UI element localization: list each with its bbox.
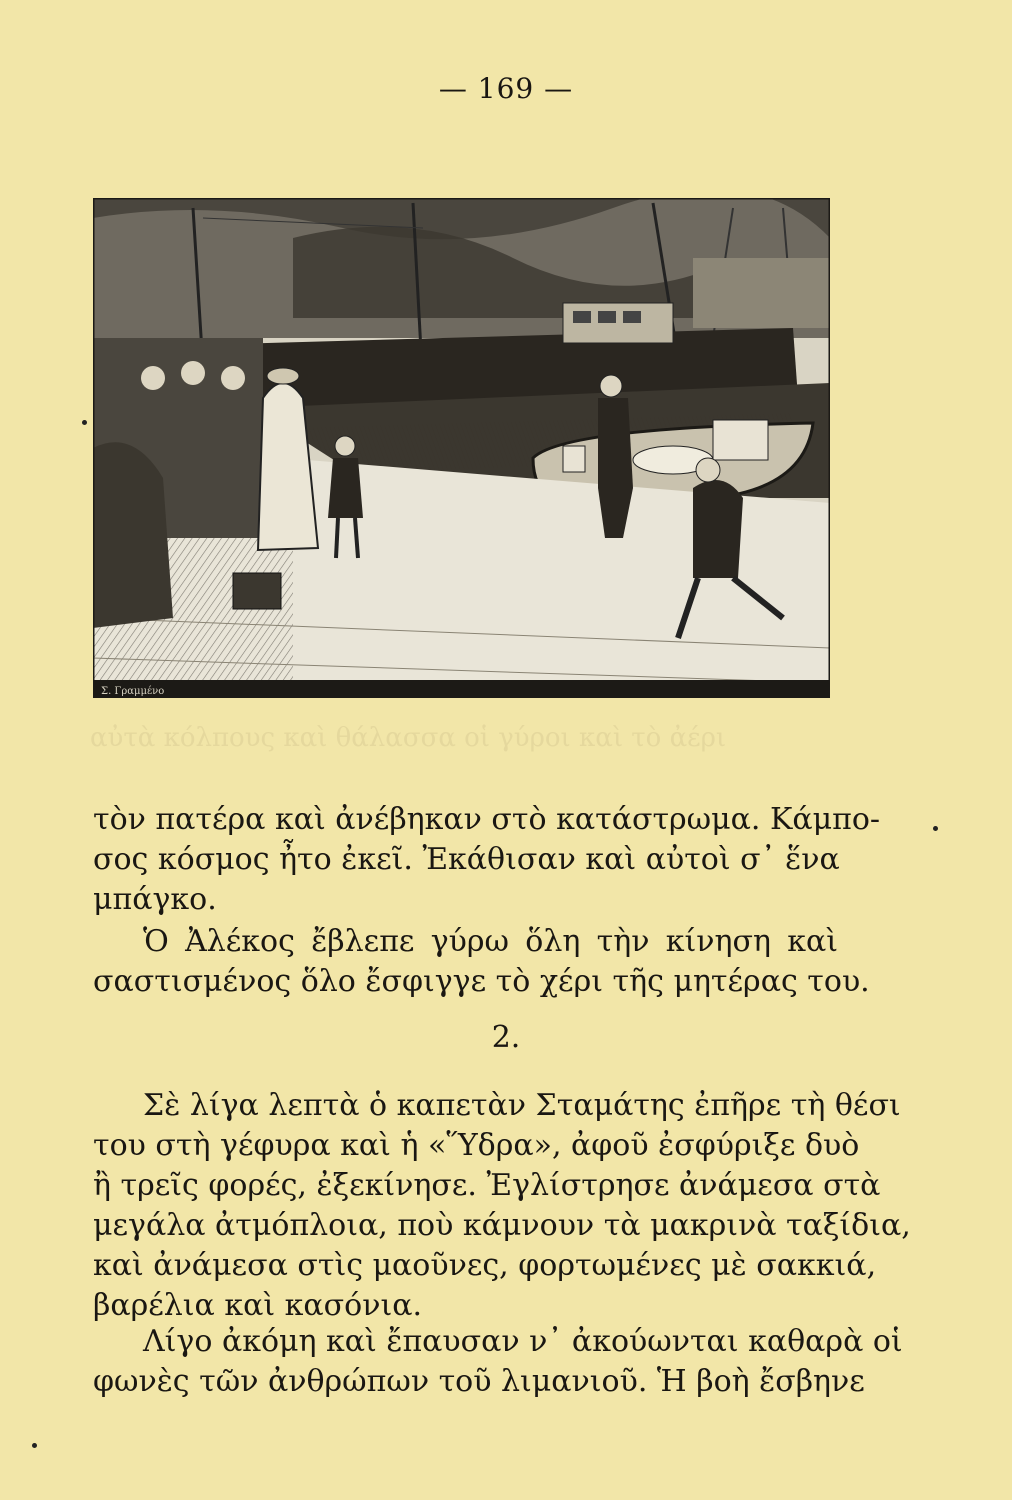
section-number: 2. [491, 1020, 521, 1055]
text-line: μεγάλα ἀτμόπλοια, ποὺ κάμνουν τὰ μακρινὰ ταξίδια, [93, 1208, 911, 1243]
text-line: Λίγο ἀκόμη καὶ ἔπαυσαν ν᾽ ἀκούωνται καθαρὰ οἱ [143, 1324, 903, 1359]
text-line: φωνὲς τῶν ἀνθρώπων τοῦ λιμανιοῦ. Ἡ βοὴ ἔσβηνε [93, 1364, 865, 1399]
text-line: σος κόσμος ἦτο ἐκεῖ. Ἐκάθισαν καὶ αὐτοὶ σ᾽ ἕνα [93, 842, 840, 877]
paragraph-1 [93, 800, 881, 920]
text-line: Σὲ λίγα λεπτὰ ὁ καπετὰν Σταμάτης ἐπῆρε τὴ θέσι [143, 1088, 901, 1123]
illustration-signature: Σ. Γραμμένο [101, 686, 165, 697]
text-line: σαστισμένος ὅλο ἔσφιγγε τὸ χέρι τῆς μητέρας του. [93, 964, 870, 999]
margin-mark [82, 420, 87, 425]
text-line: τὸν πατέρα καὶ ἀνέβηκαν στὸ κατάστρωμα. Κάμπο- [93, 802, 881, 837]
page-number: — 169 — [438, 72, 574, 105]
paragraph-3 [93, 1086, 911, 1326]
text-line: του στὴ γέφυρα καὶ ἡ «Ὕδρα», ἀφοῦ ἐσφύριξε δυὸ [93, 1128, 860, 1163]
bleed-through-text: αὐτὰ κόλπους καὶ θάλασσα οἱ γύροι καὶ τὸ ἀέρι [90, 723, 727, 753]
paragraph-4 [93, 1322, 903, 1402]
text-line: βαρέλια καὶ κασόνια. [93, 1288, 423, 1323]
margin-mark [32, 1443, 37, 1448]
text-line: καὶ ἀνάμεσα στὶς μαοῦνες, φορτωμένες μὲ σακκιά, [93, 1248, 877, 1283]
harbor-illustration [93, 198, 830, 698]
text-line: Ὁ Ἀλέκος ἔβλεπε γύρω ὅλη τὴν κίνηση καὶ [143, 924, 838, 959]
margin-mark [933, 826, 938, 831]
paragraph-2 [93, 922, 870, 1002]
text-line: μπάγκο. [93, 882, 217, 917]
text-line: ἢ τρεῖς φορές, ἐξεκίνησε. Ἐγλίστρησε ἀνάμεσα στὰ [93, 1168, 881, 1203]
